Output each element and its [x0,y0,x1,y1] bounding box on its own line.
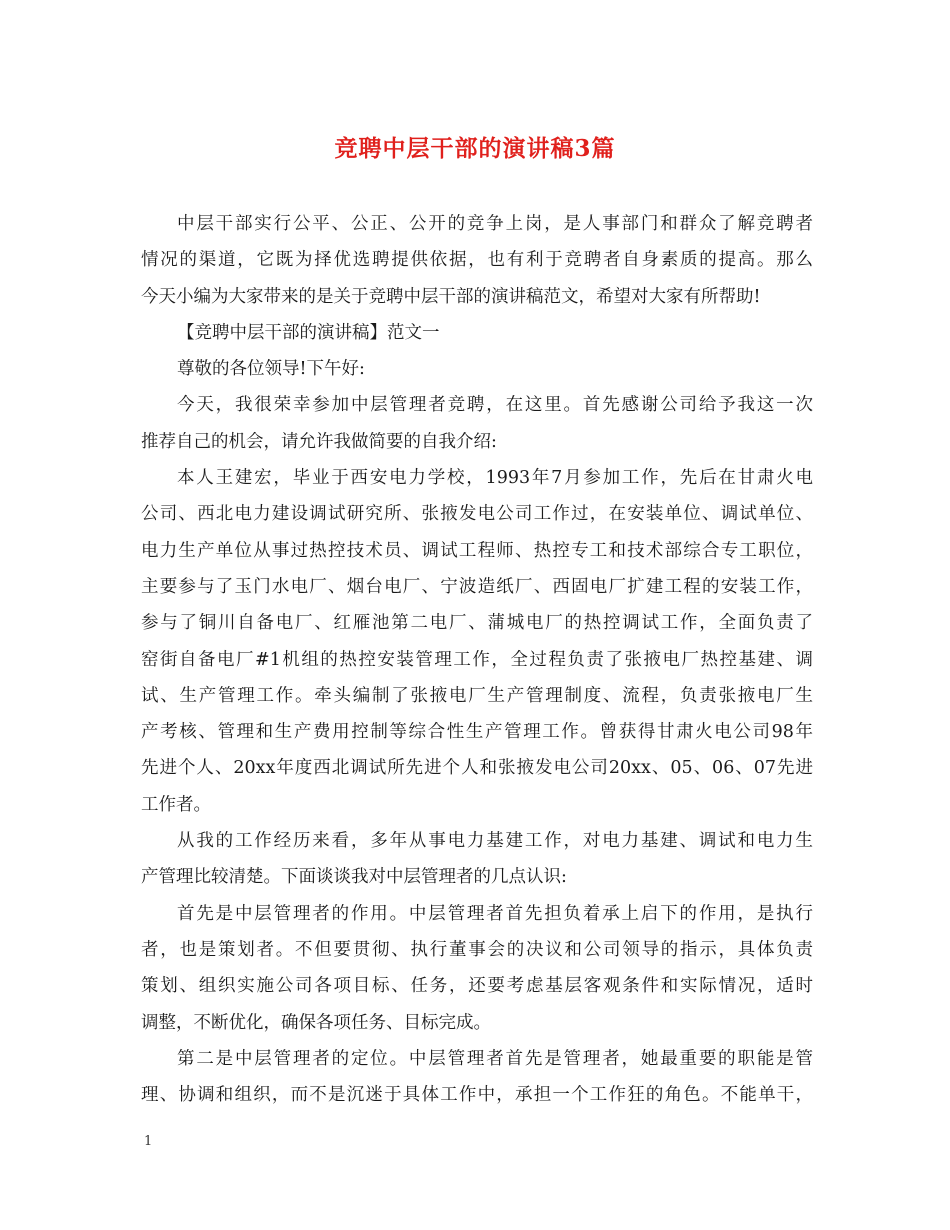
text-line: 推荐自己的机会，请允许我做简要的自我介绍: [141,431,497,452]
text-line: 试、生产管理工作。牵头编制了张掖电厂生产管理制度、流程，负责张掖电厂生 [141,685,813,706]
document-body [141,206,813,1113]
text-line: 本人王建宏，毕业于西安电力学校，1993年7月参加工作，先后在甘肃火电 [177,468,813,489]
text-line: 调整，不断优化，确保各项任务、目标完成。 [141,1012,491,1033]
text-line: 公司、西北电力建设调试研究所、张掖发电公司工作过，在安装单位、调试单位、 [141,504,813,525]
text-line: 工作者。 [141,794,211,815]
text-line: 今天，我很荣幸参加中层管理者竞聘，在这里。首先感谢公司给予我这一次 [177,395,813,416]
text-line: 首先是中层管理者的作用。中层管理者首先担负着承上启下的作用，是执行 [177,903,813,924]
text-line: 先进个人、20xx年度西北调试所先进个人和张掖发电公司20xx、05、06、07先进 [141,758,813,779]
text-line: 情况的渠道，它既为择优选聘提供依据，也有利于竞聘者自身素质的提高。那么 [141,250,813,271]
text-line: 中层干部实行公平、公正、公开的竞争上岗，是人事部门和群众了解竞聘者 [177,214,813,234]
text-line: 参与了铜川自备电厂、红雁池第二电厂、蒲城电厂的热控调试工作，全面负责了 [141,613,813,634]
text-line: 策划、组织实施公司各项目标、任务，还要考虑基层客观条件和实际情况，适时 [141,976,813,997]
text-line: 【竞聘中层干部的演讲稿】范文一 [177,322,440,343]
text-line: 者，也是策划者。不但要贯彻、执行董事会的决议和公司领导的指示，具体负责 [141,939,813,960]
text-line: 窑街自备电厂#1机组的热控安装管理工作，全过程负责了张掖电厂热控基建、调 [141,649,813,670]
text-line: 电力生产单位从事过热控技术员、调试工程师、热控专工和技术部综合专工职位， [141,540,813,561]
text-line: 第二是中层管理者的定位。中层管理者首先是管理者，她最重要的职能是管 [177,1048,813,1069]
text-line: 主要参与了玉门水电厂、烟台电厂、宁波造纸厂、西固电厂扩建工程的安装工作， [141,576,813,597]
text-line: 尊敬的各位领导!下午好: [177,359,365,380]
text-line: 今天小编为大家带来的是关于竞聘中层干部的演讲稿范文，希望对大家有所帮助! [141,286,761,307]
text-line: 产管理比较清楚。下面谈谈我对中层管理者的几点认识: [141,867,567,888]
document-title: 竞聘中层干部的演讲稿3篇 [334,135,616,162]
page-number: 1 [144,1134,153,1149]
text-line: 产考核、管理和生产费用控制等综合性生产管理工作。曾获得甘肃火电公司98年 [141,722,813,743]
text-line: 理、协调和组织，而不是沉迷于具体工作中，承担一个工作狂的角色。不能单干， [141,1085,813,1106]
text-line: 从我的工作经历来看，多年从事电力基建工作，对电力基建、调试和电力生 [177,831,813,852]
